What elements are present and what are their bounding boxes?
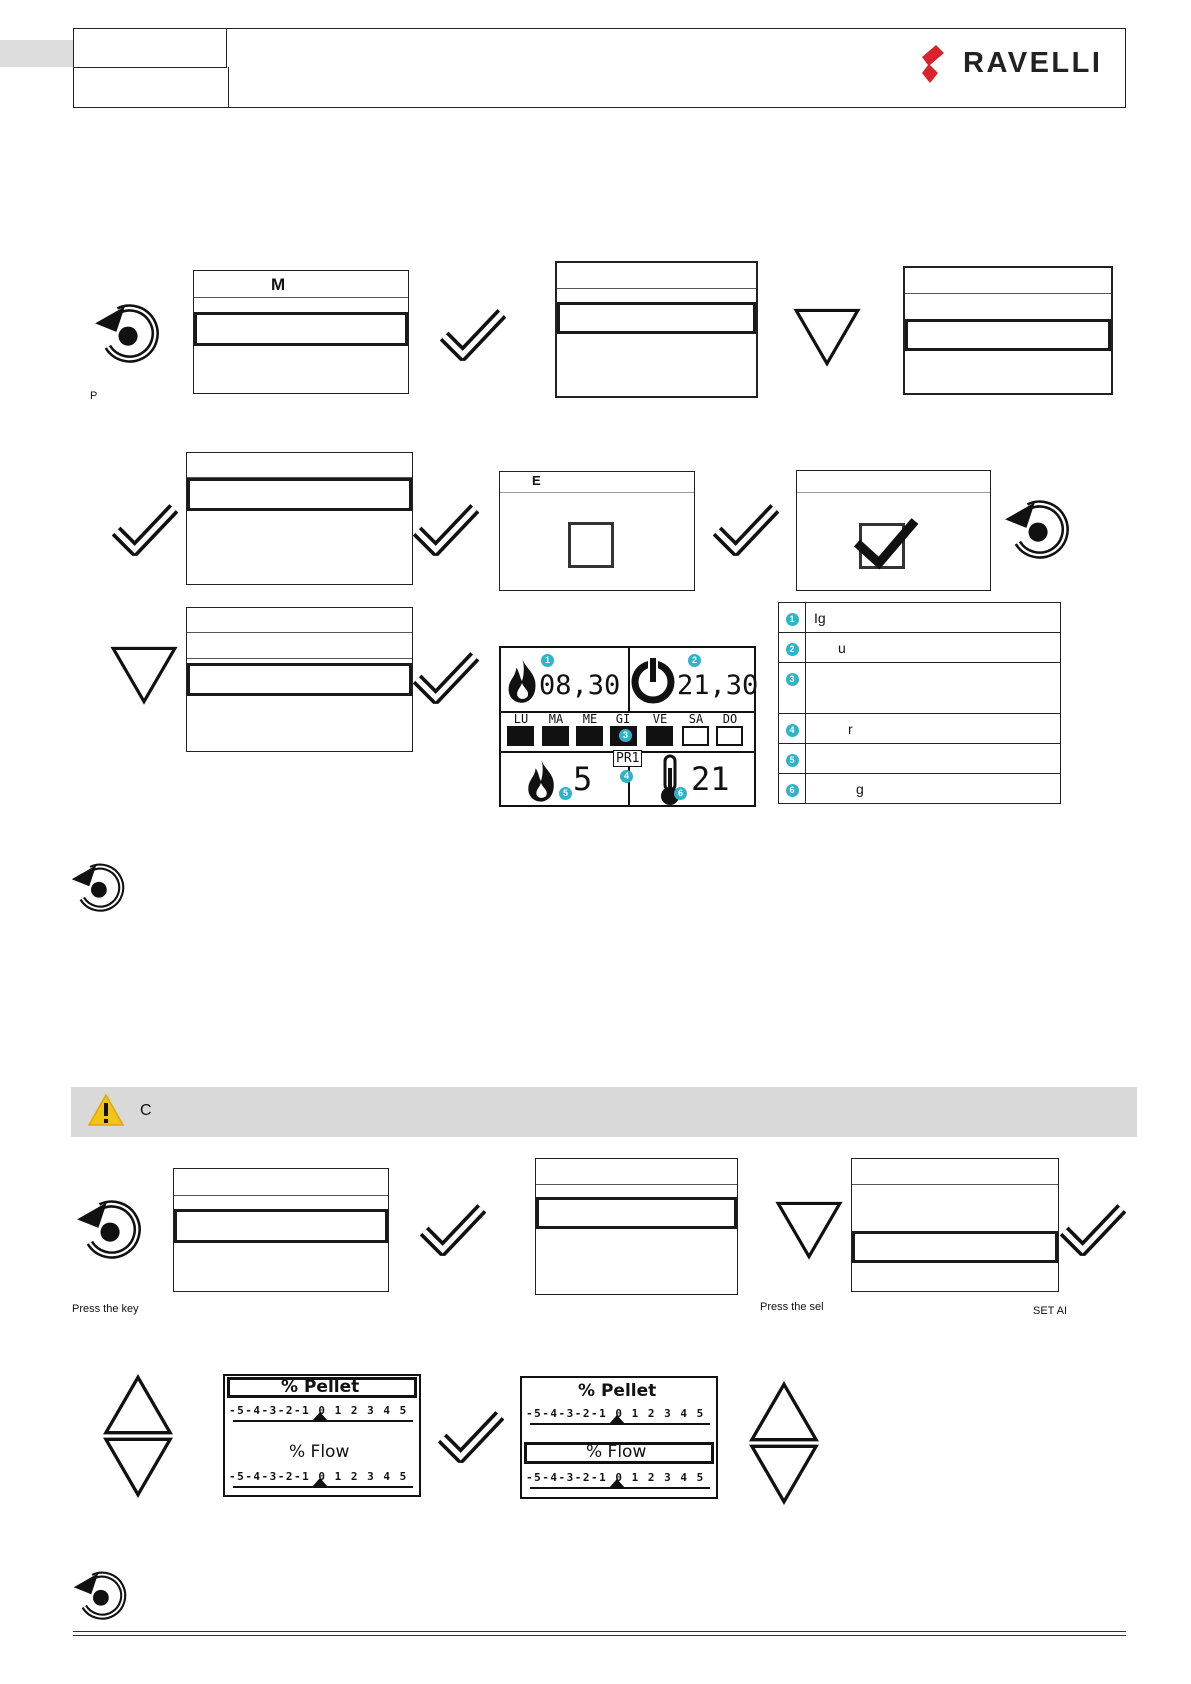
badge-4: 4 xyxy=(620,770,633,783)
menu-screen-2 xyxy=(555,261,758,398)
day-indicator xyxy=(507,726,534,746)
menu-row-selected[interactable] xyxy=(174,1209,388,1243)
flame-icon xyxy=(503,654,541,706)
flow-label: % Flow xyxy=(586,1442,647,1462)
badge-2: 2 xyxy=(688,654,701,667)
enable-screen-unchecked xyxy=(499,471,695,591)
up-arrow-icon[interactable] xyxy=(748,1381,820,1443)
down-arrow-icon[interactable] xyxy=(102,1436,174,1498)
back-icon[interactable] xyxy=(93,300,161,368)
legend-row xyxy=(779,633,1061,663)
check-icon[interactable] xyxy=(1060,1200,1126,1258)
check-icon[interactable] xyxy=(112,500,178,558)
set-ai-caption: SET AI xyxy=(1033,1305,1068,1317)
power-level: 5 xyxy=(573,760,593,798)
menu-row-selected[interactable] xyxy=(194,312,408,346)
legend-text xyxy=(806,663,1061,714)
legend-row xyxy=(779,663,1061,714)
down-arrow-icon[interactable] xyxy=(748,1443,820,1505)
ignition-time: 08,30 xyxy=(539,670,621,701)
enable-title: E xyxy=(532,473,541,488)
day-indicator xyxy=(716,726,743,746)
up-down-arrows[interactable] xyxy=(102,1374,174,1498)
legend-text xyxy=(806,744,1061,774)
down-arrow-icon[interactable] xyxy=(110,645,178,705)
menu-screen-3 xyxy=(903,266,1113,395)
legend-text: g xyxy=(806,774,1061,804)
legend-row xyxy=(779,774,1061,804)
flow-label: % Flow xyxy=(289,1442,350,1462)
header-frame xyxy=(73,28,1126,108)
pellet-slider-marker[interactable] xyxy=(311,1412,329,1422)
down-arrow-icon[interactable] xyxy=(793,307,861,367)
pellet-label: % Pellet xyxy=(578,1381,657,1401)
pellet-slider-marker[interactable] xyxy=(608,1415,626,1425)
program-display xyxy=(499,646,759,807)
page-tab-marker xyxy=(0,40,75,67)
menu-screen-1 xyxy=(193,270,409,394)
day-indicator xyxy=(542,726,569,746)
pellet-scale: -5-4-3-2-1 0 1 2 3 4 5 xyxy=(526,1407,705,1420)
flow-slider-marker[interactable] xyxy=(311,1478,329,1488)
menu-screen-6 xyxy=(173,1168,389,1292)
warning-icon xyxy=(87,1093,125,1127)
day-label: VE xyxy=(652,712,668,726)
up-down-arrows[interactable] xyxy=(748,1381,820,1505)
badge-3: 3 xyxy=(619,729,632,742)
legend-row xyxy=(779,714,1061,744)
enable-screen-checked xyxy=(796,470,991,591)
day-label: DO xyxy=(722,712,738,726)
menu-screen-7 xyxy=(535,1158,738,1295)
flame-icon xyxy=(523,756,559,804)
pellet-scale: -5-4-3-2-1 0 1 2 3 4 5 xyxy=(229,1404,408,1417)
day-label: ME xyxy=(582,712,598,726)
menu-row-selected[interactable] xyxy=(852,1231,1058,1263)
legend-text: r xyxy=(806,714,1061,744)
menu-row-selected[interactable] xyxy=(187,478,412,511)
warning-banner xyxy=(71,1087,1137,1137)
down-arrow-icon[interactable] xyxy=(775,1200,843,1260)
header-cell-top xyxy=(74,29,227,68)
check-icon[interactable] xyxy=(438,1407,504,1465)
legend-number: 5 xyxy=(786,754,799,767)
shutdown-time: 21,30 xyxy=(677,670,759,701)
legend-number: 3 xyxy=(786,673,799,686)
footer-rule xyxy=(73,1631,1126,1636)
brand-logo xyxy=(918,41,1118,87)
back-icon[interactable] xyxy=(1003,496,1071,564)
header-cell-bottom xyxy=(74,67,229,107)
menu-screen-5 xyxy=(186,607,413,752)
flow-slider-marker[interactable] xyxy=(608,1479,626,1489)
legend-number: 4 xyxy=(786,724,799,737)
badge-1: 1 xyxy=(541,654,554,667)
brand-name: RAVELLI xyxy=(963,47,1103,79)
day-label: GI xyxy=(615,712,631,726)
menu-row-selected[interactable] xyxy=(536,1197,737,1229)
check-icon[interactable] xyxy=(413,500,479,558)
menu-title: M xyxy=(271,275,286,294)
legend-number: 2 xyxy=(786,643,799,656)
day-label: LU xyxy=(513,712,529,726)
calibration-screen-flow xyxy=(520,1376,718,1499)
checkbox-empty[interactable] xyxy=(568,522,614,568)
legend-number: 1 xyxy=(786,613,799,626)
check-icon[interactable] xyxy=(713,500,779,558)
menu-screen-4 xyxy=(186,452,413,585)
check-icon[interactable] xyxy=(413,648,479,706)
menu-row-selected[interactable] xyxy=(187,663,412,696)
check-icon[interactable] xyxy=(440,305,506,363)
flow-scale: -5-4-3-2-1 0 1 2 3 4 5 xyxy=(526,1471,705,1484)
display-legend-table xyxy=(778,602,1061,804)
legend-number: 6 xyxy=(786,784,799,797)
program-label: PR1 xyxy=(613,750,642,767)
up-arrow-icon[interactable] xyxy=(102,1374,174,1436)
legend-row xyxy=(779,744,1061,774)
temperature-value: 21 xyxy=(691,760,730,798)
press-caption: P xyxy=(90,390,98,402)
legend-row xyxy=(779,603,1061,633)
day-indicator xyxy=(576,726,603,746)
press-sel-caption: Press the sel xyxy=(760,1301,824,1313)
back-icon[interactable] xyxy=(72,1568,128,1624)
badge-5: 5 xyxy=(559,787,572,800)
menu-screen-8 xyxy=(851,1158,1059,1292)
checkmark-icon xyxy=(851,515,921,571)
day-indicator xyxy=(646,726,673,746)
menu-row-selected[interactable] xyxy=(557,302,756,334)
legend-text: Ig xyxy=(806,603,1061,633)
back-icon[interactable] xyxy=(70,860,126,916)
flow-scale: -5-4-3-2-1 0 1 2 3 4 5 xyxy=(229,1470,408,1483)
day-indicator xyxy=(682,726,709,746)
power-icon xyxy=(629,654,677,706)
check-icon[interactable] xyxy=(420,1200,486,1258)
day-label: MA xyxy=(548,712,564,726)
day-label: SA xyxy=(688,712,704,726)
calibration-screen-pellet xyxy=(223,1374,421,1497)
ravelli-logo-icon xyxy=(918,43,952,87)
pellet-label: % Pellet xyxy=(281,1377,360,1397)
warning-text: C xyxy=(140,1102,152,1119)
back-icon[interactable] xyxy=(75,1196,143,1264)
menu-row-selected[interactable] xyxy=(905,319,1111,351)
legend-text: u xyxy=(806,633,1061,663)
badge-6: 6 xyxy=(674,787,687,800)
press-key-caption: Press the key xyxy=(72,1303,139,1315)
